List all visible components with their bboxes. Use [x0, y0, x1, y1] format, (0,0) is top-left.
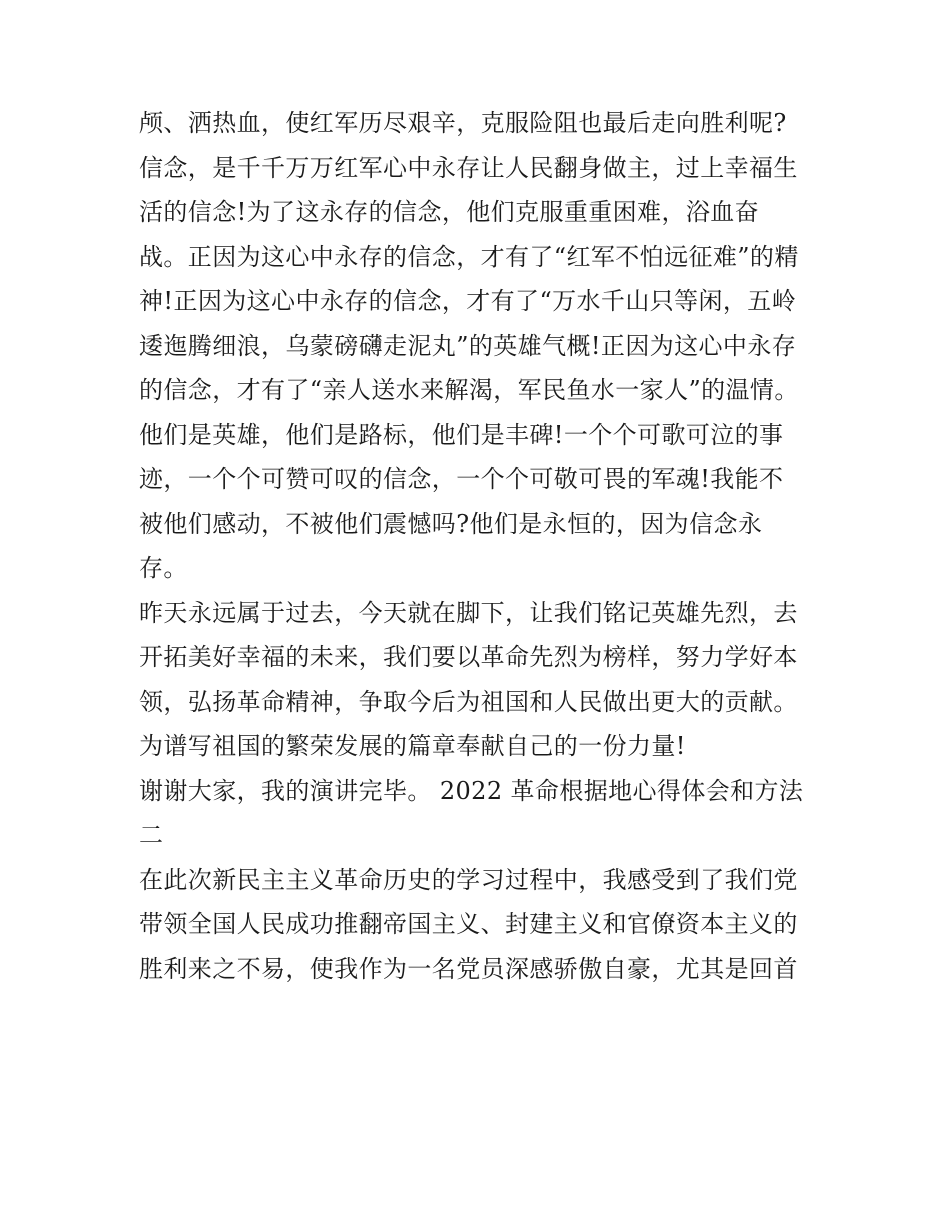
text-line: 昨天永远属于过去，今天就在脚下，让我们铭记英雄先烈，去 [139, 598, 798, 627]
document-body [139, 101, 829, 991]
text-line: 的信念，才有了“亲人送水来解渴，军民鱼水一家人”的温情。 [139, 376, 799, 404]
text-line: 存。 [139, 554, 188, 582]
text-line: 带领全国人民成功推翻帝国主义、封建主义和官僚资本主义的 [139, 910, 798, 938]
text-line: 为谱写祖国的繁荣发展的篇章奉献自己的一份力量! [139, 732, 686, 760]
text-line: 胜利来之不易，使我作为一名党员深感骄傲自豪，尤其是回首 [139, 954, 798, 983]
text-line: 被他们感动，不被他们震憾吗?他们是永恒的，因为信念永 [139, 509, 763, 538]
text-line: 颅、洒热血，使红军历尽艰辛，克服险阻也最后走向胜利呢? [139, 109, 787, 137]
text-line: 战。正因为这心中永存的信念，才有了“红军不怕远征难”的精 [139, 242, 799, 271]
text-line: 在此次新民主主义革命历史的学习过程中，我感受到了我们党 [139, 865, 798, 894]
text-line: 信念，是千千万万红军心中永存让人民翻身做主，过上幸福生 [139, 153, 798, 182]
text-line: 开拓美好幸福的未来，我们要以革命先烈为榜样，努力学好本 [139, 643, 798, 671]
text-line: 二 [139, 821, 164, 849]
text-line: 他们是英雄，他们是路标，他们是丰碑!一个个可歌可泣的事 [139, 420, 784, 449]
text-line: 迹，一个个可赞可叹的信念，一个个可敬可畏的军魂!我能不 [139, 465, 784, 493]
text-line: 活的信念!为了这永存的信念，他们克服重重困难，浴血奋 [139, 198, 760, 226]
text-line: 谢谢大家，我的演讲完毕。 2022 革命根据地心得体会和方法 [139, 776, 804, 805]
text-line: 领，弘扬革命精神，争取今后为祖国和人民做出更大的贡献。 [139, 687, 798, 716]
text-line: 神!正因为这心中永存的信念，才有了“万水千山只等闲，五岭 [139, 287, 797, 315]
text-line: 逶迤腾细浪，乌蒙磅礴走泥丸”的英雄气概!正因为这心中永存 [139, 331, 797, 360]
